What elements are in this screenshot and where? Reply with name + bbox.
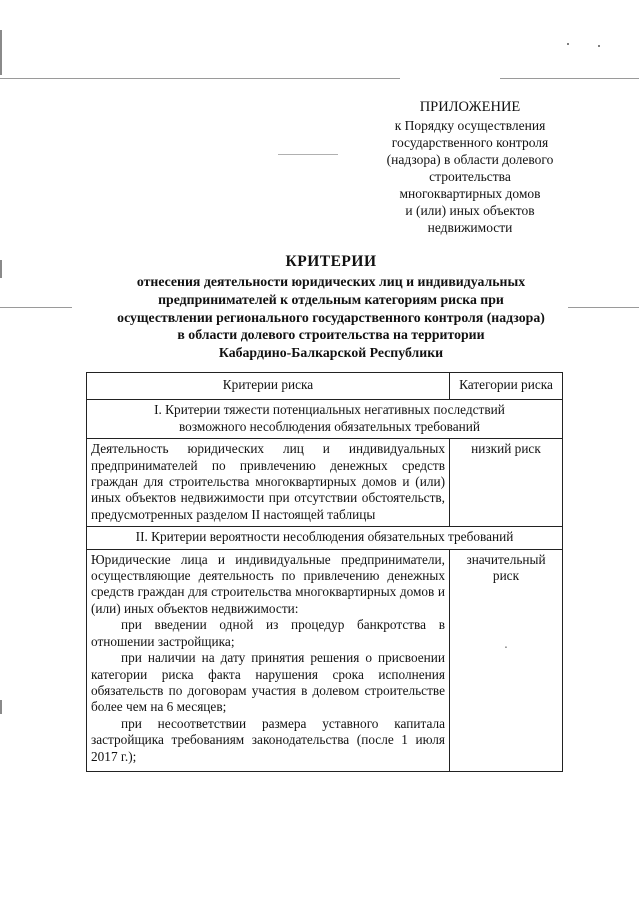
scan-line-dash [278, 154, 338, 155]
criteria-cell: Деятельность юридических лиц и индивидуальных предпринимателей по привлечению денежных средств граждан для строительства многоквартирных домов и (или) иных объектов недвижимости при отсутствии обстоятельств, предусмотренных разделом II настоящей таблицы [87, 439, 450, 527]
section-row [87, 400, 563, 439]
title-line: в области долевого строительства на территории [177, 327, 485, 343]
criteria-table [86, 372, 563, 772]
binding-mark [0, 30, 2, 75]
scan-line-top-right [500, 78, 639, 79]
appendix-heading: ПРИЛОЖЕНИЕ [419, 99, 521, 115]
scan-speck [598, 45, 600, 47]
title-line: Кабардино-Балкарской Республики [218, 345, 444, 361]
risk-cell: низкий риск [450, 439, 563, 527]
appendix-line: строительства [429, 169, 511, 184]
appendix-line: (надзора) в области долевого [386, 152, 554, 167]
section-severity: I. Критерии тяжести потенциальных негативных последствий возможного несоблюдения обязательных требований [87, 400, 563, 439]
table-row [87, 549, 563, 771]
appendix-block [352, 99, 588, 236]
header-criteria: Критерии риска [87, 373, 450, 400]
title-line: отнесения деятельности юридических лиц и индивидуальных [136, 274, 526, 289]
section-probability: II. Критерии вероятности несоблюдения обязательных требований [87, 527, 563, 549]
appendix-line: и (или) иных объектов [405, 203, 535, 218]
criteria-item: при наличии на дату принятия решения о присвоении категории риска факта нарушения срока исполнения обязательств по договорам участия в долевом строительстве более чем на 6 месяцев; [91, 650, 445, 715]
document-title [60, 252, 602, 362]
scan-dot: · [503, 640, 509, 656]
criteria-item: при введении одной из процедур банкротства в отношении застройщика; [91, 617, 445, 649]
risk-label: значительный риск [466, 551, 546, 584]
appendix-line: многоквартирных домов [399, 186, 541, 201]
header-risk-category: Категории риска [450, 373, 563, 400]
risk-cell [450, 549, 563, 771]
appendix-line: к Порядку осуществления [394, 118, 546, 133]
criteria-item: при несоответствии размера уставного капитала застройщика требованиям законодательства (после 1 июля 2017 г.); [91, 715, 445, 764]
title-line: предпринимателей к отдельным категориям риска при [158, 291, 504, 307]
appendix-line: государственного контроля [391, 135, 549, 150]
table-row [87, 439, 563, 527]
scan-line-top [0, 78, 400, 79]
binding-mark [0, 260, 2, 278]
criteria-cell [87, 549, 450, 771]
appendix-line: недвижимости [427, 220, 513, 235]
binding-mark [0, 700, 2, 714]
title-main: КРИТЕРИИ [285, 253, 377, 270]
criteria-intro: Юридические лица и индивидуальные предприниматели, осуществляющие деятельность по привлечению денежных средств граждан для строительства многоквартирных домов и (или) иных объектов недвижимости: [91, 551, 445, 616]
scan-speck [567, 43, 569, 45]
table-header-row [87, 373, 563, 400]
section-row [87, 527, 563, 549]
title-line: осуществлении регионального государственного контроля (надзора) [117, 309, 545, 325]
